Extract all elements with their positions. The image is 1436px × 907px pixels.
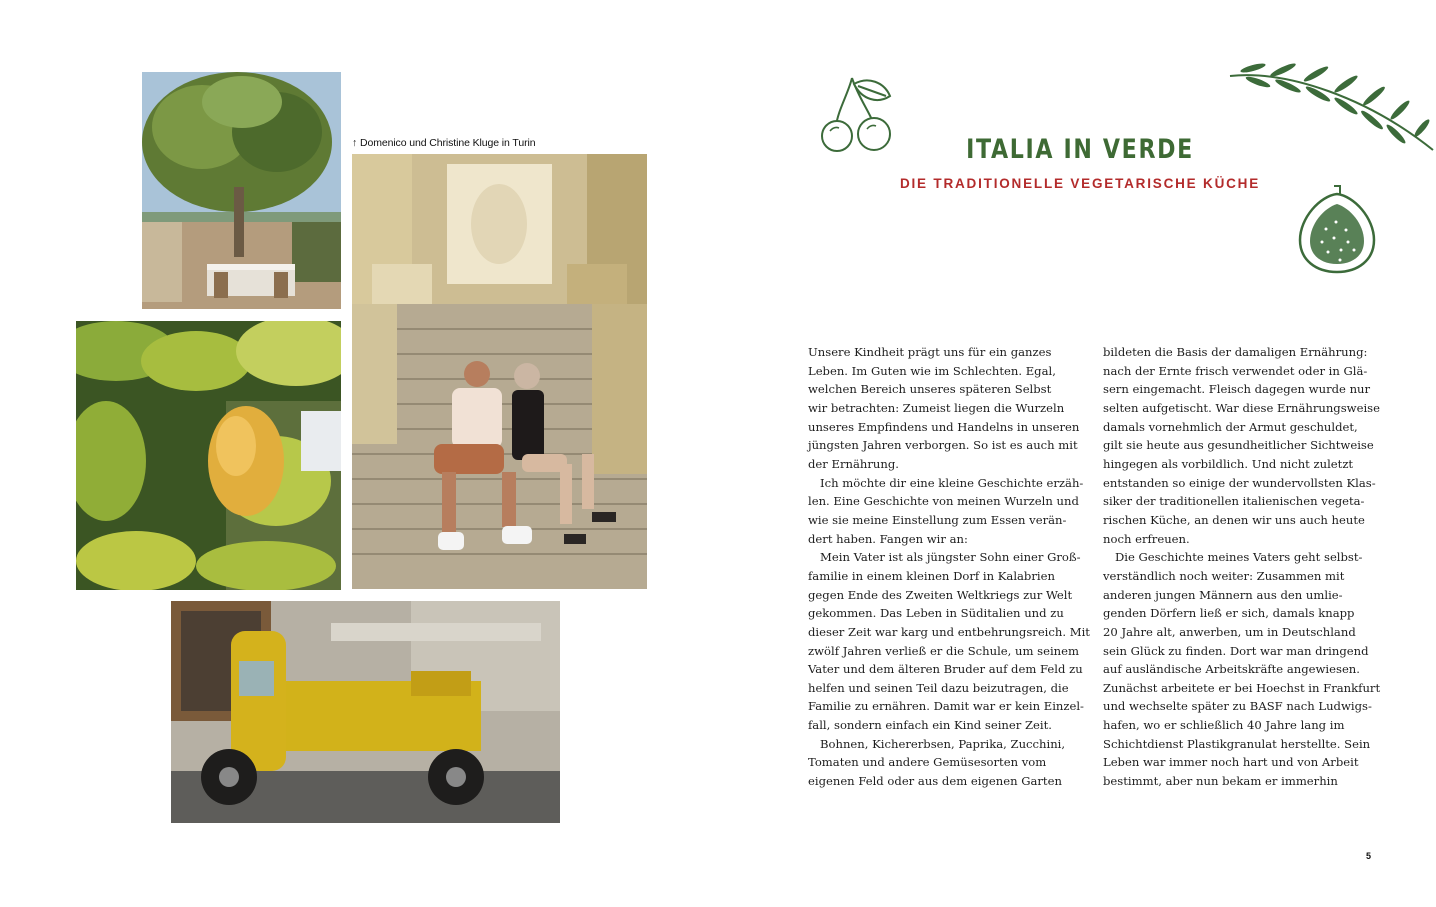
text-line: eigenen Feld oder aus dem eigenen Garten bbox=[808, 774, 1062, 789]
text-line: welchen Bereich unseres späteren Selbst bbox=[808, 382, 1052, 397]
text-line: Leben war immer noch hart und von Arbeit bbox=[1103, 755, 1359, 770]
text-line: jüngsten Jahren verborgen. So ist es auch mit bbox=[808, 438, 1078, 453]
text-line: unseres Empfindens und Handelns in unseren bbox=[808, 419, 1080, 434]
text-line: hafen, wo er schließlich 40 Jahre lang im bbox=[1103, 718, 1345, 733]
text-line: Tomaten und andere Gemüsesorten vom bbox=[808, 755, 1047, 770]
yellow-ape-photo bbox=[171, 601, 560, 823]
text-line: genden Dörfern ließ er sich, damals knapp bbox=[1103, 606, 1355, 621]
text-line: Familie zu ernähren. Damit war er kein Einzel- bbox=[808, 699, 1084, 714]
text-line: wir betrachten: Zumeist liegen die Wurzeln bbox=[808, 400, 1065, 415]
text-line: gilt sie heute aus gesundheitlicher Sichtweise bbox=[1103, 438, 1374, 453]
text-line: siker der traditionellen italienischen vegeta- bbox=[1103, 494, 1365, 509]
text-line: noch erfreuen. bbox=[1103, 531, 1190, 546]
text-line: damals vornehmlich der Armut geschuldet, bbox=[1103, 419, 1358, 434]
text-line: gekommen. Das Leben in Süditalien und zu bbox=[808, 606, 1064, 621]
text-line: verständlich noch weiter: Zusammen mit bbox=[1103, 568, 1345, 583]
text-line: nach der Ernte frisch verwendet oder in Glä- bbox=[1103, 363, 1368, 378]
page-number: 5 bbox=[1366, 851, 1372, 861]
staircase-couple-photo bbox=[352, 154, 647, 589]
text-line: Mein Vater ist als jüngster Sohn einer Groß- bbox=[820, 550, 1081, 565]
text-line: fall, sondern einfach ein Kind seiner Zeit. bbox=[808, 718, 1052, 733]
text-line: Zunächst arbeitete er bei Hoechst in Frankfurt bbox=[1103, 680, 1381, 695]
text-line: 20 Jahre alt, anwerben, um in Deutschland bbox=[1103, 624, 1356, 639]
page-subtitle: DIE TRADITIONELLE VEGETARISCHE KÜCHE bbox=[899, 176, 1261, 191]
lemon-photo bbox=[76, 321, 341, 590]
text-column-1 bbox=[808, 343, 1090, 791]
text-line: Unsere Kindheit prägt uns für ein ganzes bbox=[808, 345, 1052, 359]
text-line: der Ernährung. bbox=[808, 456, 899, 471]
text-line: bildeten die Basis der damaligen Ernährung: bbox=[1103, 345, 1368, 359]
text-line: rischen Küche, an denen wir uns auch heute bbox=[1103, 512, 1365, 527]
text-line: Ich möchte dir eine kleine Geschichte erzäh- bbox=[820, 475, 1084, 490]
text-line: Vater und dem älteren Bruder auf dem Feld zu bbox=[808, 662, 1083, 677]
text-line: Die Geschichte meines Vaters geht selbst- bbox=[1115, 550, 1363, 565]
cherry-icon bbox=[818, 74, 898, 156]
text-line: dert haben. Fangen wir an: bbox=[808, 531, 968, 546]
fig-icon bbox=[1296, 184, 1378, 276]
text-line: familie in einem kleinen Dorf in Kalabrien bbox=[808, 568, 1055, 583]
text-line: Schichtdienst Plastikgranulat herstellte. Sein bbox=[1103, 736, 1371, 751]
text-line: bestimmt, aber nun bekam er immerhin bbox=[1103, 774, 1338, 789]
photo-caption: ↑ Domenico und Christine Kluge in Turin bbox=[352, 137, 536, 149]
text-line: Leben. Im Guten wie im Schlechten. Egal, bbox=[808, 363, 1056, 378]
garden-photo bbox=[142, 72, 341, 309]
page-title: ITALIA IN VERDE bbox=[966, 134, 1194, 165]
text-line: hingegen als vorbildlich. Und nicht zuletzt bbox=[1103, 456, 1354, 471]
text-line: gegen Ende des Zweiten Weltkriegs zur Welt bbox=[808, 587, 1073, 602]
text-line: entstanden so einige der wundervollsten Klas- bbox=[1103, 475, 1376, 490]
text-line: len. Eine Geschichte von meinen Wurzeln und bbox=[808, 494, 1079, 509]
text-line: sein Glück zu finden. Dort war man dringend bbox=[1103, 643, 1369, 658]
text-line: auf ausländische Arbeitskräfte angewiesen. bbox=[1103, 662, 1360, 677]
text-line: selten aufgetischt. War diese Ernährungsweise bbox=[1103, 400, 1380, 415]
text-line: dieser Zeit war karg und entbehrungsreich. Mit bbox=[808, 624, 1090, 639]
text-line: zwölf Jahren verließ er die Schule, um seinem bbox=[808, 643, 1079, 658]
text-line: helfen und seinen Teil dazu beizutragen, die bbox=[808, 680, 1069, 695]
text-line: Bohnen, Kichererbsen, Paprika, Zucchini, bbox=[820, 736, 1066, 751]
text-line: wie sie meine Einstellung zum Essen verän- bbox=[808, 512, 1067, 527]
text-line: sern eingemacht. Fleisch dagegen wurde nur bbox=[1103, 382, 1371, 397]
text-column-2 bbox=[1103, 343, 1381, 791]
text-line: anderen jungen Männern aus den umlie- bbox=[1103, 587, 1343, 602]
text-line: und wechselte später zu BASF nach Ludwigs- bbox=[1103, 699, 1372, 714]
